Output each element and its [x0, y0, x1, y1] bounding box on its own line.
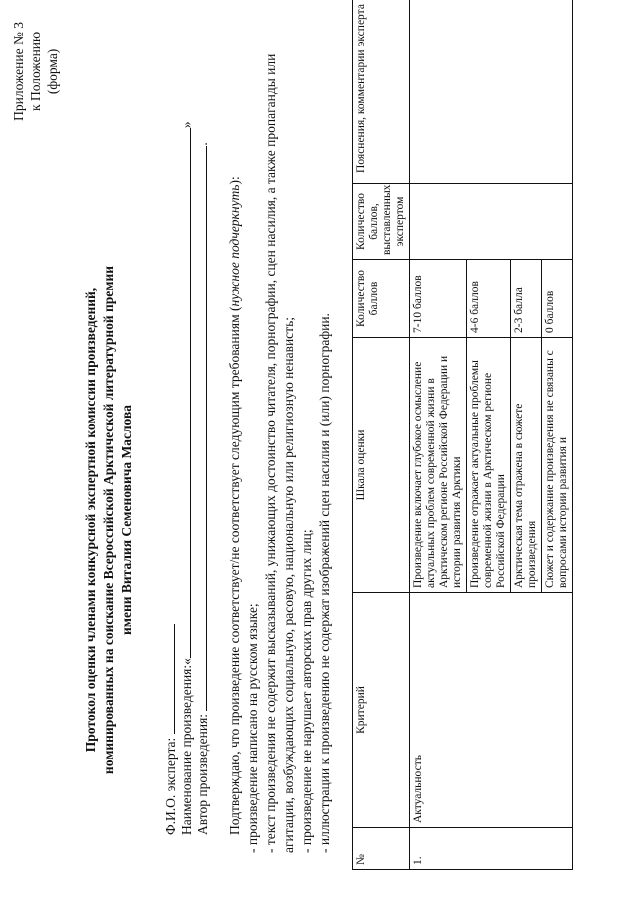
- header-expert-points: Количество баллов, выставленных экспертом: [353, 184, 410, 260]
- confirmation-intro: [226, 45, 244, 853]
- appendix-line-1: Приложение № 3: [11, 22, 26, 121]
- expert-name-line: [163, 624, 175, 734]
- expert-comments-cell: [410, 0, 573, 184]
- author-line: [195, 146, 207, 711]
- scale-level-2: Произведение отражает актуальные проблемы современной жизни в Арктическом регионе Российской Федерации: [467, 338, 511, 593]
- points-level-1: 7-10 баллов: [410, 260, 467, 338]
- intro-end: ):: [227, 176, 242, 185]
- row-num: 1.: [410, 828, 573, 870]
- table-row: [410, 0, 467, 870]
- title-line-2: номинированных на соискание Всероссийской Арктической литературной премии: [101, 265, 116, 775]
- work-title-label: Наименование произведения:«: [179, 658, 194, 835]
- table-header-row: [353, 0, 410, 870]
- appendix-line-2: к Положению: [28, 31, 43, 111]
- requirement-1: - произведение написано на русском языке;: [245, 603, 260, 853]
- header-comments: Пояснения, комментарии эксперта: [353, 0, 410, 184]
- work-title-field: [178, 121, 195, 835]
- header-criterion: Критерий: [353, 593, 410, 828]
- appendix-note: [10, 22, 61, 121]
- points-level-2: 4-6 баллов: [467, 260, 511, 338]
- protocol-title: [82, 240, 136, 800]
- title-line-3: имени Виталия Семеновича Маслова: [119, 405, 134, 635]
- requirement-4: - иллюстрации к произведению не содержат изображений сцен насилия и (или) порнографии.: [317, 313, 332, 853]
- title-line-1: Протокол оценки членами конкурсной экспертной комиссии произведений,: [83, 287, 98, 753]
- expert-name-field: [162, 624, 179, 835]
- requirement-2: - текст произведения не содержит высказываний, унижающих достоинство читателя, порнографии, сцен насилия, а также пропаганды или агитации, возбуждающих социальную, расовую, национальную или религиозную ненависть;: [263, 53, 296, 853]
- author-field: [194, 142, 211, 835]
- scale-level-4: Сюжет и содержание произведения не связаны с вопросами истории развития и: [542, 338, 573, 593]
- header-scale: Шкала оценки: [353, 338, 410, 593]
- work-title-line: [179, 128, 191, 658]
- work-title-close-quote: »: [179, 121, 194, 129]
- scale-level-3: Арктическая тема отражена в сюжете произведения: [511, 338, 542, 593]
- appendix-line-3: (форма): [45, 48, 60, 95]
- requirement-3: - произведение не нарушает авторских прав других лиц;: [299, 529, 314, 853]
- row-criterion: Актуальность: [410, 593, 573, 828]
- header-points: Количество баллов: [353, 260, 410, 338]
- expert-points-cell: [410, 184, 573, 260]
- header-num: №: [353, 828, 410, 870]
- confirmation-block: [226, 45, 334, 853]
- author-period: .: [195, 142, 210, 146]
- intro-emphasis: нужное подчеркнуть: [227, 184, 242, 307]
- points-level-3: 2-3 балла: [511, 260, 542, 338]
- intro-text: Подтверждаю, что произведение соответствует/не соответствует следующим требованиям (: [227, 306, 242, 835]
- criteria-table: [352, 0, 573, 870]
- scale-level-1: Произведение включает глубокое осмысление актуальных проблем современной жизни в Арктическом регионе Российской Федерации и истории развития Арктики: [410, 338, 467, 593]
- points-level-4: 0 баллов: [542, 260, 573, 338]
- author-label: Автор произведения:: [195, 713, 210, 835]
- expert-name-label: Ф.И.О. эксперта:: [163, 737, 178, 835]
